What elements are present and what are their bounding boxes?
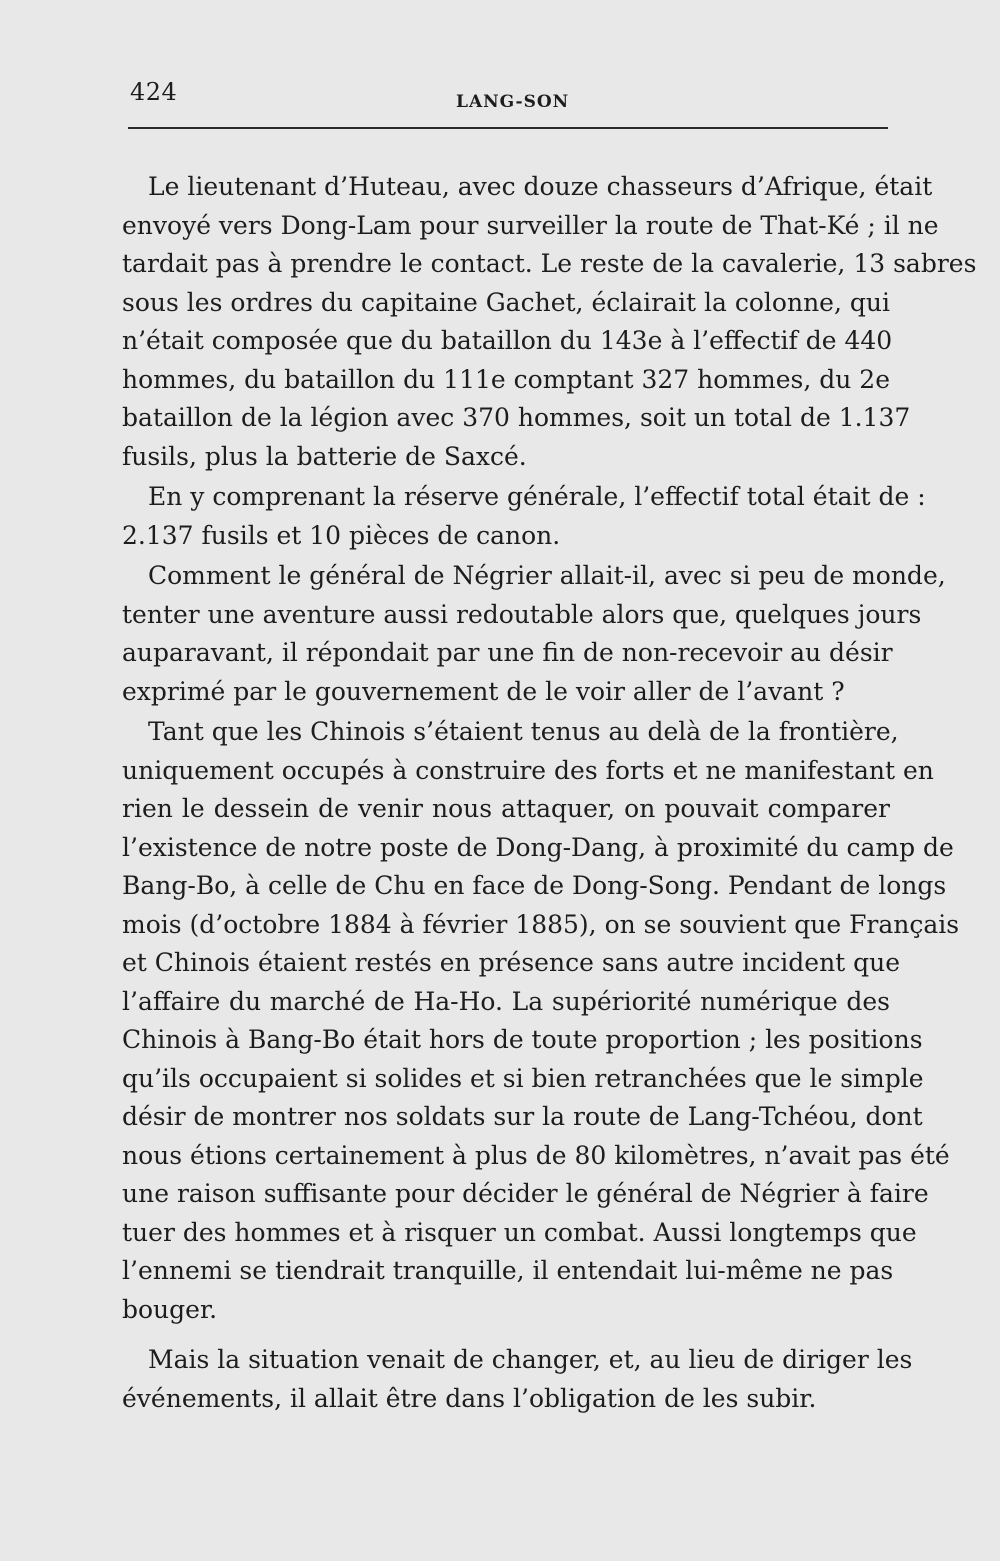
page-number: 424 (130, 78, 178, 106)
text-line: Bang-Bo, à celle de Chu en face de Dong-Song. Pendant de longs (122, 871, 947, 900)
text-line: envoyé vers Dong-Lam pour surveiller la route de That-Ké ; il ne (122, 210, 939, 240)
text-line: Mais la situation venait de changer, et, au lieu de diriger les (148, 1345, 913, 1374)
text-line: bataillon de la légion avec 370 hommes, soit un total de 1.137 (122, 403, 911, 432)
paragraph-2 (122, 478, 926, 555)
text-line: Chinois à Bang-Bo était hors de toute proportion ; les positions (122, 1025, 923, 1054)
text-line: rien le dessein de venir nous attaquer, on pouvait comparer (122, 794, 890, 823)
running-title: LANG-SON (456, 92, 570, 112)
text-line: auparavant, il répondait par une fin de non-recevoir au désir (122, 638, 893, 667)
text-line: désir de montrer nos soldats sur la route de Lang-Tchéou, dont (122, 1102, 923, 1131)
text-line: exprimé par le gouvernement de le voir aller de l’avant ? (122, 676, 845, 706)
text-line: l’affaire du marché de Ha-Ho. La supériorité numérique des (122, 986, 890, 1016)
text-line: nous étions certainement à plus de 80 kilomètres, n’avait pas été (122, 1140, 950, 1170)
paragraph-3 (122, 557, 946, 711)
text-line: n’était composée que du bataillon du 143e à l’effectif de 440 (122, 326, 893, 355)
text-line: tardait pas à prendre le contact. Le reste de la cavalerie, 13 sabres (122, 249, 977, 278)
text-line: En y comprenant la réserve générale, l’effectif total était de : (148, 482, 926, 511)
text-line: Comment le général de Négrier allait-il, avec si peu de monde, (148, 561, 946, 590)
text-line: et Chinois étaient restés en présence sans autre incident que (122, 948, 901, 977)
text-line: Tant que les Chinois s’étaient tenus au delà de la frontière, (148, 717, 899, 746)
text-line: mois (d’octobre 1884 à février 1885), on se souvient que Français (122, 909, 960, 939)
text-line: l’ennemi se tiendrait tranquille, il entendait lui-même ne pas (122, 1256, 894, 1285)
header-rule (128, 127, 888, 129)
text-line: tenter une aventure aussi redoutable alors que, quelques jours (122, 599, 922, 629)
body-text (122, 168, 977, 1418)
text-line: tuer des hommes et à risquer un combat. Aussi longtemps que (122, 1217, 917, 1247)
text-line: qu’ils occupaient si solides et si bien retranchées que le simple (122, 1063, 924, 1093)
paragraph-4 (122, 713, 960, 1329)
text-line: une raison suffisante pour décider le général de Négrier à faire (122, 1179, 929, 1208)
paragraph-5 (122, 1341, 913, 1418)
text-line: Le lieutenant d’Huteau, avec douze chasseurs d’Afrique, était (148, 172, 933, 201)
text-line: uniquement occupés à construire des forts et ne manifestant en (122, 755, 934, 785)
paragraph-gap (122, 1329, 890, 1341)
text-line: bouger. (122, 1294, 218, 1324)
text-line: événements, il allait être dans l’obligation de les subir. (122, 1383, 817, 1413)
paragraph-1 (122, 168, 977, 476)
text-line: sous les ordres du capitaine Gachet, éclairait la colonne, qui (122, 287, 890, 317)
text-line: hommes, du bataillon du 111e comptant 327 hommes, du 2e (122, 364, 890, 394)
text-line: l’existence de notre poste de Dong-Dang, à proximité du camp de (122, 832, 954, 862)
text-line: 2.137 fusils et 10 pièces de canon. (122, 520, 561, 550)
text-line: fusils, plus la batterie de Saxcé. (122, 441, 527, 471)
